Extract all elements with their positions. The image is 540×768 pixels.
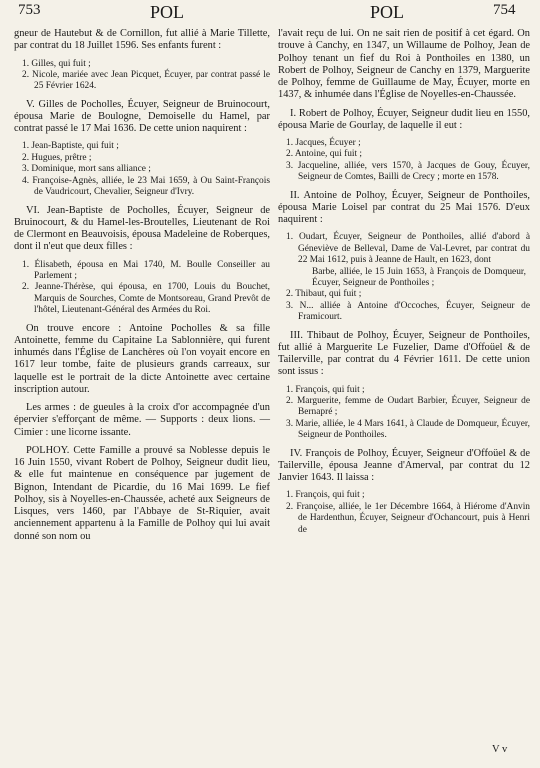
paragraph: POLHOY. Cette Famille a prouvé sa Noblesse depuis le 16 Juin 1550, vivant Robert de Polhoy, Seigneur dudit lieu, & elle fut maintenue en conséquence par jugement de Bignon, Intendant de Picardie, du 16 Mai 1699. Le fief Polhoy, sis à Noyelles-en-Chaussée, acheté aux Seigneurs de Lisques, vers 1460, par l'Abbaye de St-Riquier, avait anciennement appartenu à la Famille de Polhoy qui lui avait donné son nom ou [14,444,270,542]
list-item: 4. Françoise-Agnès, alliée, le 23 Mai 1659, à Ou Saint-François de Vaudricourt, Chevalier, Seigneur d'Ivry. [22,175,270,198]
list-item: 1. Oudart, Écuyer, Seigneur de Ponthoiles, allié d'abord à Géneviève de Belleval, Dame de Val-Levret, par contrat du 22 Mai 1612, puis à Jeanne de Hault, en 1623, dont [286,232,530,266]
paragraph: l'avait reçu de lui. On ne sait rien de positif à cet égard. On trouve à Canchy, en 1347, un Willaume de Polhoy, Jean de Polhoy tenant un fief du Roi à Ponthoiles en 1380, un Robert de Polhoy, Seigneur de Canchy en 1379, Marguerite de Polhoy, femme de Guillaume de May, Écuyer, morte en 1437, & inhumée dans l'Église de Noyelles-en-Chaussée. [278,28,530,101]
list-item: 2. Nicole, mariée avec Jean Picquet, Écuyer, par contrat passé le 25 Février 1624. [22,69,270,92]
list-item: 1. Gilles, qui fuit ; [22,58,91,69]
arms-paragraph: Les armes : de gueules à la croix d'or accompagnée d'un épervier s'efforçant de même. — Supports : deux lions. — Cimier : une licorne issante. [14,402,270,438]
list-item: 2. Antoine, qui fuit ; [286,149,363,160]
signature-mark: V v [492,744,508,755]
list-item: 2. Marguerite, femme de Oudart Barbier, Écuyer, Seigneur de Bernapré ; [286,396,530,418]
paragraph: On trouve encore : Antoine Pocholles & sa fille Antoinette, femme du Capitaine La Sablonnière, qui furent inhumés dans l'Église de Lanchères où l'on voyait encore en 1617 leur tombe, faite de plusieurs grands carreaux, sur laquelle est le portrait de la dicte Antoinette avec certaine inscription autour. [14,322,270,395]
list-item: 1. François, qui fuit ; [286,384,365,395]
right-page-number: 754 [493,2,516,18]
paragraph: VI. Jean-Baptiste de Pocholles, Écuyer, Seigneur de Bruinocourt, & du Hamel-les-Broutelles, Lieutenant de Roi de Clermont en Beauvoisis, épousa Madeleine de Roberques, dont il n'eut que deux filles : [14,204,270,253]
list-item: 1. François, qui fuit ; [286,490,365,501]
sub-list-item: Barbe, alliée, le 15 Juin 1653, à François de Domqueur, Écuyer, Seigneur de Ponthoiles ; [312,266,526,288]
list-item: 3. Jacqueline, alliée, vers 1570, à Jacques de Gouy, Écuyer, Seigneur de Comtes, Bailli de Crecy ; morte en 1578. [286,160,530,183]
list-item: 3. Dominique, mort sans alliance ; [22,164,151,175]
page-header [0,2,540,24]
paragraph: gneur de Hautebut & de Cornillon, fut allié à Marie Tillette, par contrat du 18 Juillet 1596. Ses enfants furent : [14,28,270,52]
list-item: 3. N... alliée à Antoine d'Occoches, Écuyer, Seigneur de Framicourt. [286,300,530,323]
list-item: 2. Jeanne-Thérèse, qui épousa, en 1700, Louis du Bouchet, Marquis de Sourches, Comte de Montsoreau, Grand Prevôt de l'hôtel, Lieutenant-Général des Armées du Roi. [22,282,270,316]
paragraph: II. Antoine de Polhoy, Écuyer, Seigneur de Ponthoiles, épousa Marie Loisel par contrat du 25 Mai 1576. D'eux naquirent : [278,189,530,226]
left-page-number: 753 [18,2,41,18]
left-column [14,28,270,543]
left-running-title: POL [150,2,185,22]
right-column [278,28,530,536]
list-item: 1. Élisabeth, épousa en Mai 1740, M. Boulle Conseiller au Parlement ; [22,259,270,281]
right-running-title: POL [370,2,405,22]
paragraph: IV. François de Polhoy, Écuyer, Seigneur d'Offoüel & de Tailerville, épousa Jeanne d'Amerval, par contrat du 12 Janvier 1643. Il laissa : [278,447,530,484]
list-item: 2. Françoise, alliée, le 1er Décembre 1664, à Hiérome d'Anvin de Hardenthun, Écuyer, Seigneur d'Ochancourt, puis à Henri de [286,501,530,535]
list-item: 2. Thibaut, qui fuit ; [286,289,362,300]
paragraph: III. Thibaut de Polhoy, Écuyer, Seigneur de Ponthoiles, fut allié à Marguerite Le Fuzelier, Dame d'Offoüel & de Tailerville, par contrat du 4 Février 1611. De cette union sont issus : [278,329,530,378]
paragraph: I. Robert de Polhoy, Écuyer, Seigneur dudit lieu en 1550, épousa Marie de Gourlay, de laquelle il eut : [278,107,530,131]
list-item: 2. Hugues, prêtre ; [22,152,92,163]
list-item: 3. Marie, alliée, le 4 Mars 1641, à Claude de Domqueur, Écuyer, Seigneur de Ponthoiles. [286,418,530,441]
paragraph: V. Gilles de Pocholles, Écuyer, Seigneur de Bruinocourt, épousa Marie de Boulogne, Demoiselle du Hamel, par contrat passé le 17 Mai 1636. De cette union naquirent : [14,98,270,135]
list-item: 1. Jacques, Écuyer ; [286,138,361,148]
list-item: 1. Jean-Baptiste, qui fuit ; [22,141,119,152]
